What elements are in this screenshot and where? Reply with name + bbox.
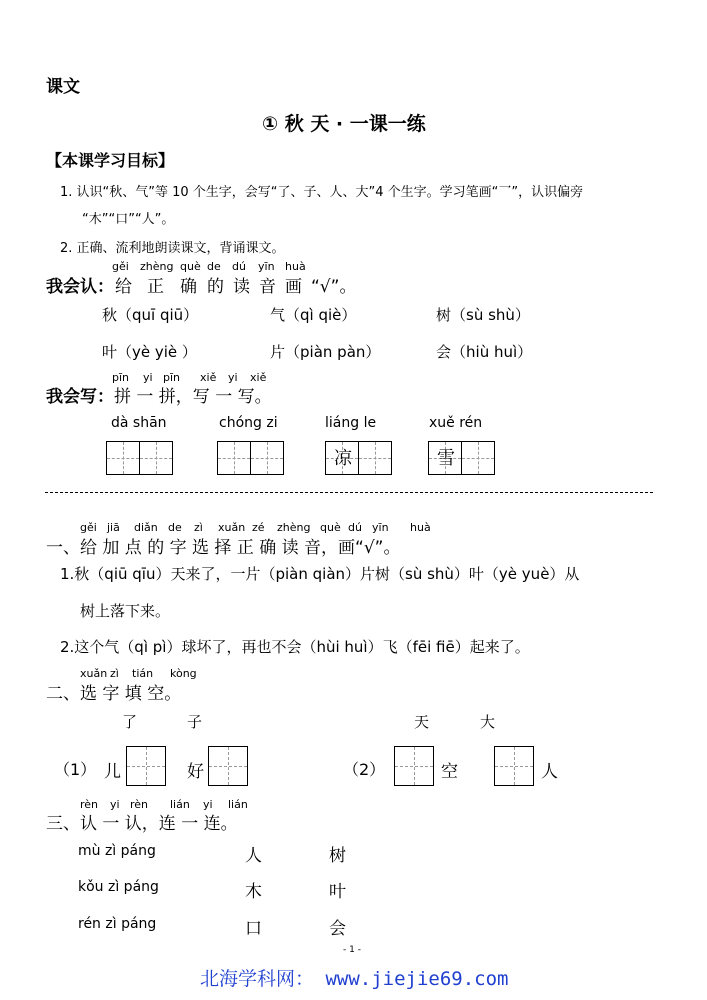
word-pinyin: liáng le bbox=[325, 415, 377, 431]
word-pinyin: xuě rén bbox=[429, 415, 483, 431]
box-char: 雪 bbox=[437, 448, 455, 469]
q2-option: 天 bbox=[414, 713, 430, 731]
pinyin: gěi bbox=[112, 260, 129, 273]
radical-label: rén zì páng bbox=[78, 916, 157, 932]
writing-box[interactable] bbox=[461, 441, 495, 475]
writing-box[interactable] bbox=[250, 441, 284, 475]
pinyin: què bbox=[180, 260, 201, 273]
char: 给 bbox=[115, 277, 132, 297]
pinyin: yi bbox=[203, 798, 213, 811]
fill-box[interactable] bbox=[394, 746, 434, 786]
recognize-item bbox=[436, 341, 532, 362]
pinyin: diǎn bbox=[134, 521, 158, 534]
q1-heading: 一、给 加 点 的 字 选 择 正 确 读 音，画“√”。 bbox=[46, 538, 401, 558]
pinyin: pīn bbox=[163, 371, 181, 384]
word-pinyin: dà shān bbox=[111, 415, 167, 431]
pinyin: zé bbox=[252, 521, 265, 534]
q2-heading: 二、选 字 填 空。 bbox=[46, 684, 182, 704]
pinyin: gěi bbox=[80, 521, 97, 534]
fill-box[interactable] bbox=[494, 746, 534, 786]
goal-1-line1: 1. 认识“秋、气”等 10 个生字，会写“了、子、人、大”4 个生字。学习笔画“乛”，认识偏旁 bbox=[60, 185, 584, 200]
recognize-item bbox=[270, 304, 356, 325]
tail: “√”。 bbox=[311, 277, 357, 297]
pinyin: yi bbox=[110, 798, 120, 811]
pinyin: huà bbox=[285, 260, 306, 273]
box-char bbox=[140, 442, 174, 476]
writing-box[interactable] bbox=[358, 441, 392, 475]
q2-option: 子 bbox=[187, 713, 203, 731]
q2-item2-number: （2） bbox=[343, 760, 386, 779]
match-char[interactable]: 叶 bbox=[329, 882, 346, 902]
pinyin: tián bbox=[132, 667, 154, 680]
pinyin: dú bbox=[348, 521, 362, 534]
goals-heading: 【本课学习目标】 bbox=[46, 151, 175, 170]
goal-1-line2: “木”“口”“人”。 bbox=[82, 212, 175, 227]
options: （qì qiè） bbox=[285, 306, 357, 324]
page-number: - 1 - bbox=[343, 945, 361, 955]
pinyin: huà bbox=[410, 521, 431, 534]
options: （hiù huì） bbox=[451, 343, 533, 361]
fill-box[interactable] bbox=[208, 746, 248, 786]
page-title: ① 秋 天 · 一课一练 bbox=[262, 113, 426, 135]
pinyin: yi bbox=[228, 371, 238, 384]
write-label: 我会写： bbox=[46, 387, 114, 407]
char: 树 bbox=[436, 306, 452, 324]
q2-item1-char-b: 好 bbox=[187, 762, 204, 782]
pinyin: yi bbox=[143, 371, 153, 384]
char: 叶 bbox=[102, 343, 118, 361]
char: 正 bbox=[147, 277, 164, 297]
char: 确 bbox=[180, 277, 197, 297]
q3-heading: 三、认 一 认，连 一 连。 bbox=[46, 814, 238, 834]
match-char[interactable]: 树 bbox=[329, 846, 346, 866]
char: 片 bbox=[270, 343, 286, 361]
divider bbox=[45, 492, 653, 493]
box-char bbox=[251, 442, 285, 476]
recognize-item bbox=[270, 341, 380, 362]
match-char[interactable]: 木 bbox=[245, 882, 262, 902]
pinyin: zhèng bbox=[277, 521, 311, 534]
match-char[interactable]: 会 bbox=[329, 919, 346, 939]
char: 画 bbox=[285, 277, 302, 297]
writing-box[interactable] bbox=[325, 441, 359, 475]
writing-box[interactable] bbox=[106, 441, 140, 475]
q2-item1-char-a: 儿 bbox=[104, 762, 121, 782]
pinyin: què bbox=[320, 521, 341, 534]
pinyin: yīn bbox=[372, 521, 389, 534]
match-char[interactable]: 人 bbox=[245, 846, 262, 866]
radical-label: kǒu zì páng bbox=[78, 879, 159, 895]
q2-item2-char-a: 空 bbox=[441, 762, 458, 782]
pinyin: rèn bbox=[130, 798, 149, 811]
q1-line3: 2.这个气（qì pì）球坏了，再也不会（hùi huì）飞（fēi fiē）起来了。 bbox=[60, 638, 530, 656]
char: 气 bbox=[270, 306, 286, 324]
writing-box[interactable] bbox=[217, 441, 251, 475]
pinyin: de bbox=[207, 260, 221, 273]
recognize-item bbox=[102, 304, 198, 325]
pinyin: zì bbox=[194, 521, 203, 534]
match-char[interactable]: 口 bbox=[245, 919, 262, 939]
q1-line1: 1.秋（qiū qīu）天来了，一片（piàn qiàn）片树（sù shù）叶（yè yuè）从 bbox=[60, 565, 580, 583]
options: （sù shù） bbox=[451, 306, 530, 324]
q2-option: 了 bbox=[122, 713, 138, 731]
box-char bbox=[359, 442, 393, 476]
char: 音 bbox=[259, 277, 276, 297]
pinyin: yīn bbox=[258, 260, 275, 273]
q2-item1-number: （1） bbox=[54, 760, 97, 779]
pinyin: jiā bbox=[107, 521, 120, 534]
box-char: 凉 bbox=[334, 448, 352, 469]
pinyin: pīn bbox=[112, 371, 130, 384]
pinyin: dú bbox=[232, 260, 246, 273]
char: 的 bbox=[207, 277, 224, 297]
q1-line2: 树上落下来。 bbox=[80, 602, 171, 620]
fill-box[interactable] bbox=[126, 746, 166, 786]
options: （piàn pàn） bbox=[285, 343, 381, 361]
section-label: 课文 bbox=[46, 77, 80, 97]
char: 秋 bbox=[102, 306, 118, 324]
options: （quī qiū） bbox=[117, 306, 199, 324]
goal-2: 2. 正确、流利地朗读课文，背诵课文。 bbox=[60, 241, 285, 256]
pinyin: de bbox=[168, 521, 182, 534]
box-char bbox=[107, 442, 141, 476]
recognize-item bbox=[436, 304, 530, 325]
pinyin: xiě bbox=[200, 371, 217, 384]
pinyin: lián bbox=[228, 798, 248, 811]
char: 读 bbox=[233, 277, 250, 297]
footer-site[interactable]: 北海学科网： www.jiejie69.com bbox=[200, 968, 509, 990]
word-pinyin: chóng zi bbox=[219, 415, 278, 431]
q2-item2-char-b: 人 bbox=[541, 762, 558, 782]
char: 会 bbox=[436, 343, 452, 361]
recognize-item bbox=[102, 341, 197, 362]
pinyin: kòng bbox=[170, 667, 197, 680]
pinyin: xuǎn bbox=[80, 667, 108, 680]
pinyin: lián bbox=[170, 798, 190, 811]
pinyin: rèn bbox=[80, 798, 99, 811]
box-char bbox=[218, 442, 252, 476]
options: （yè yiè ） bbox=[117, 343, 197, 361]
pinyin: zì bbox=[110, 667, 119, 680]
q2-option: 大 bbox=[480, 713, 496, 731]
writing-box[interactable] bbox=[428, 441, 462, 475]
box-char bbox=[462, 442, 496, 476]
pinyin: xuǎn bbox=[218, 521, 246, 534]
write-instruction: 拼 一 拼，写 一 写。 bbox=[114, 387, 272, 407]
recognize-label: 我会认： bbox=[46, 277, 114, 297]
writing-box[interactable] bbox=[139, 441, 173, 475]
radical-label: mù zì páng bbox=[78, 843, 156, 859]
pinyin: xiě bbox=[250, 371, 267, 384]
pinyin: zhèng bbox=[140, 260, 174, 273]
